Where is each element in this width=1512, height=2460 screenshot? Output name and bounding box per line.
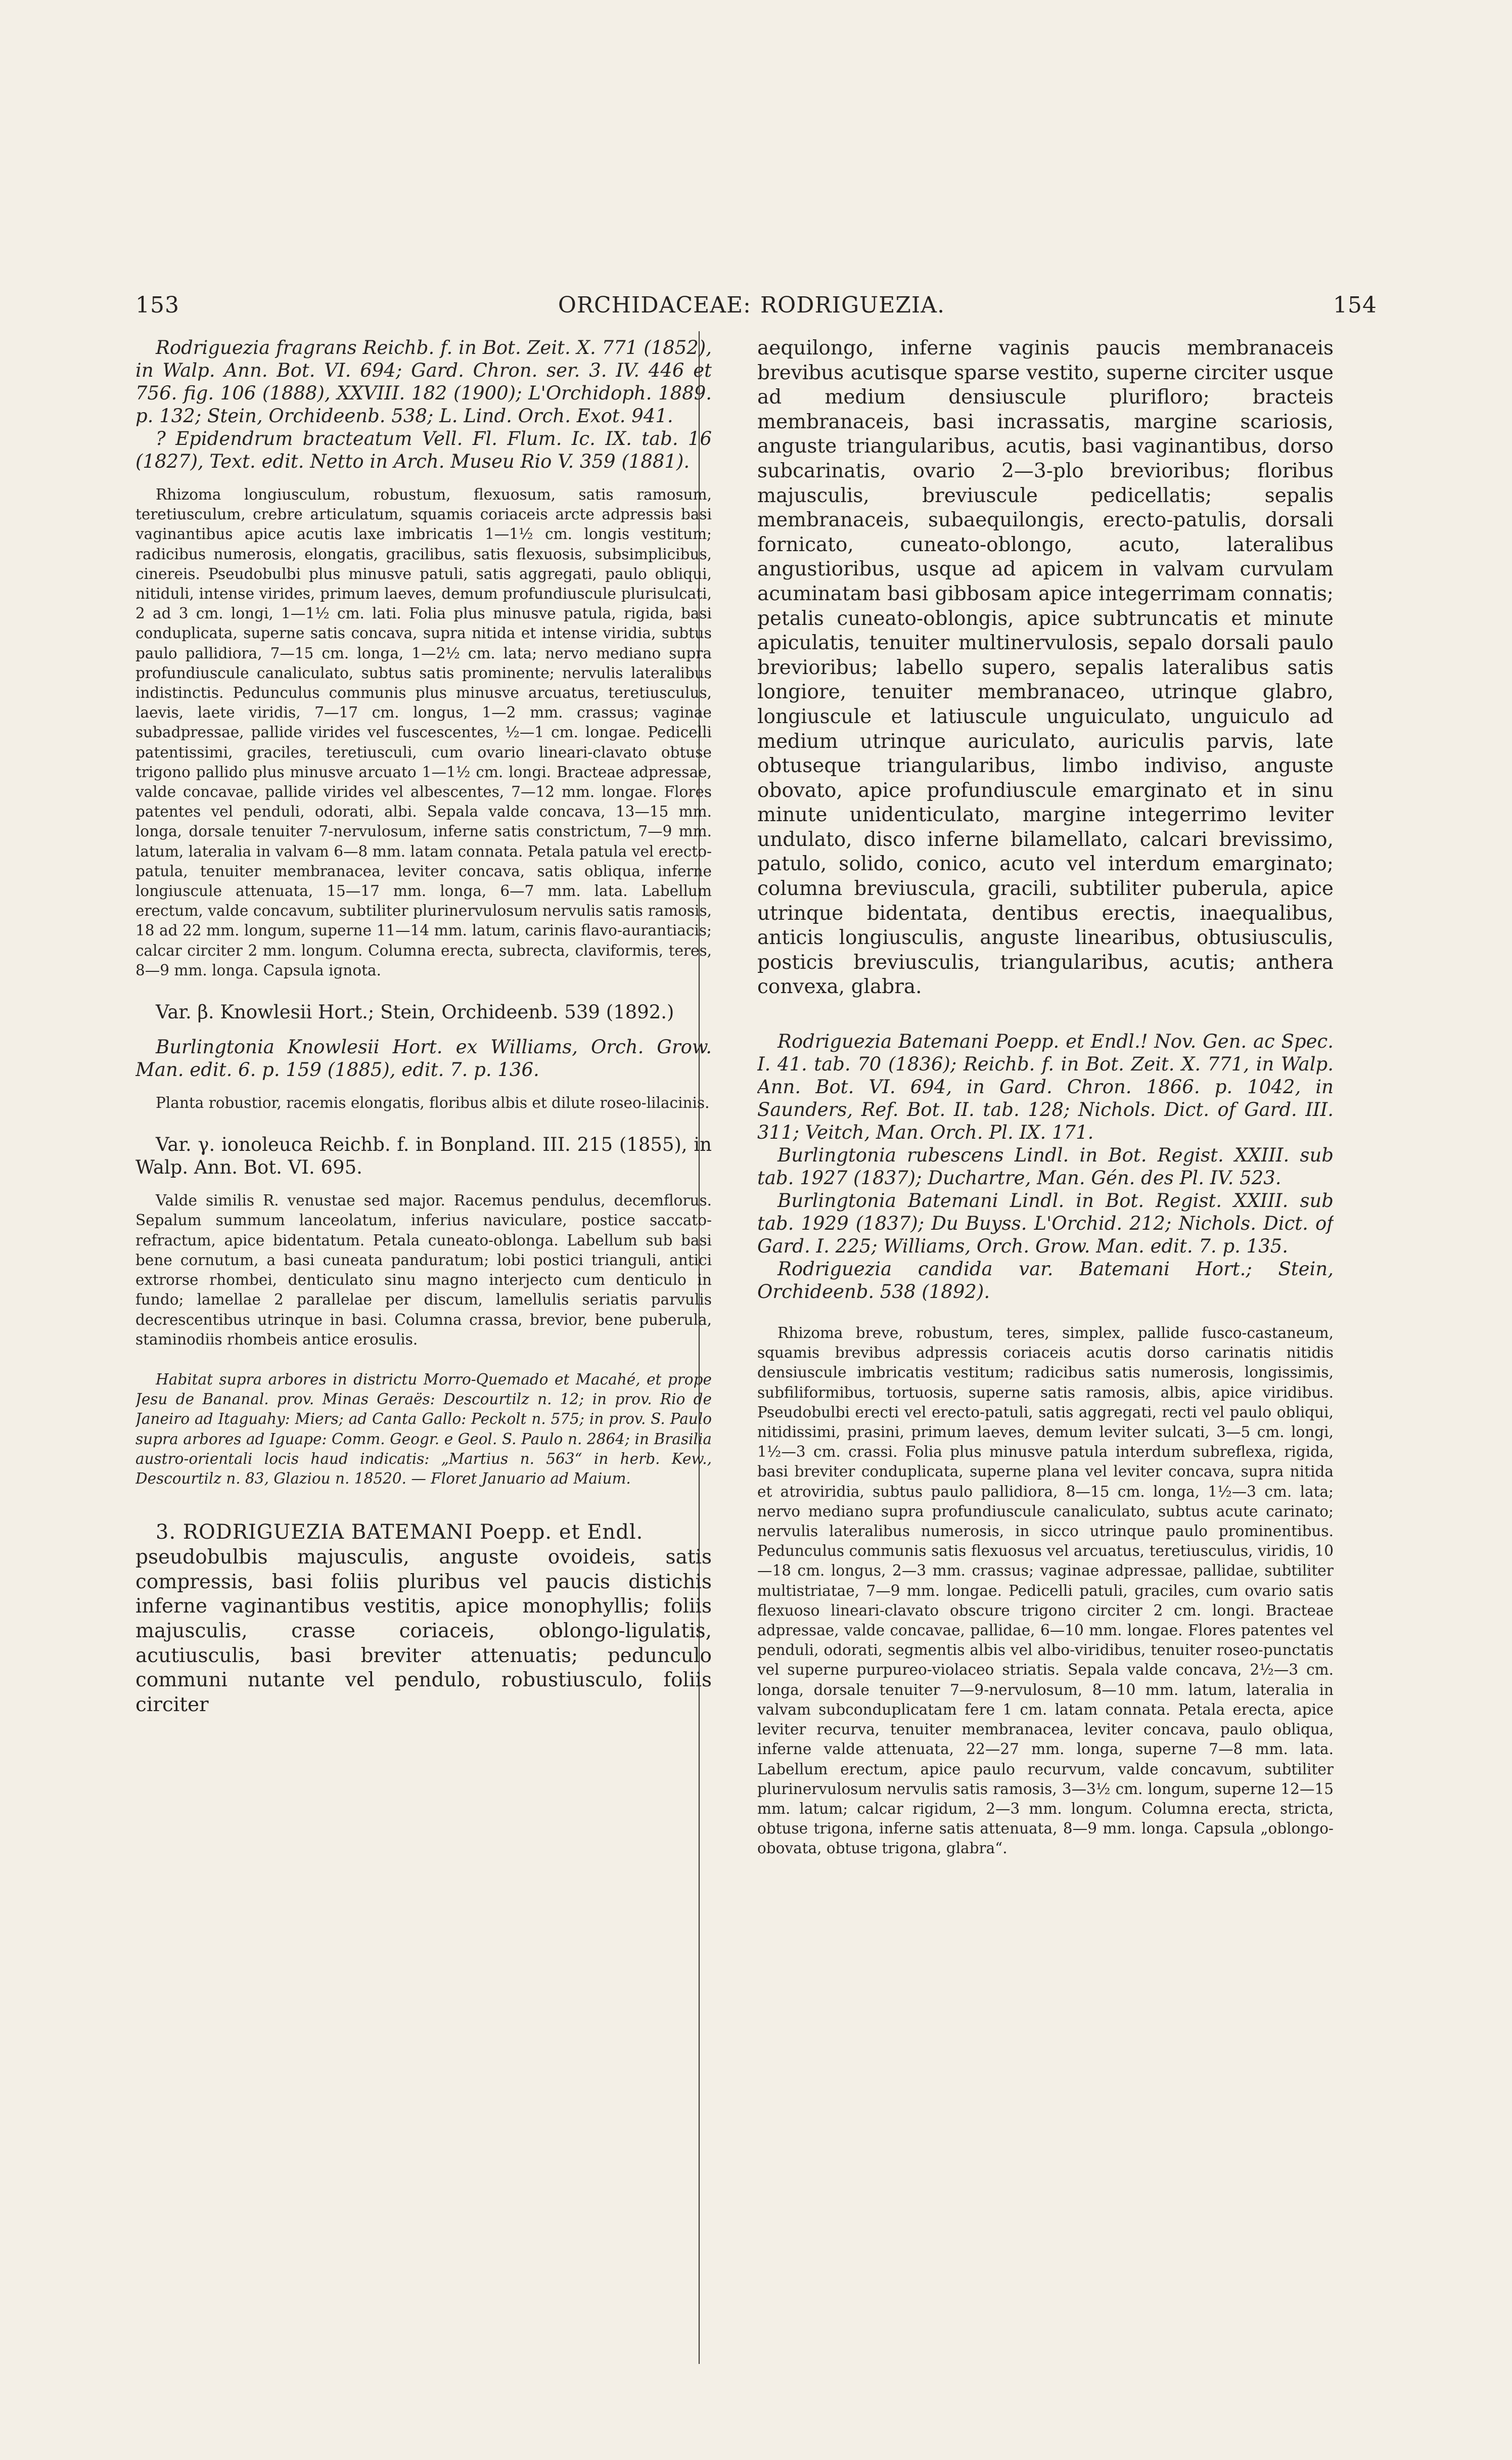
variety-heading: Var. γ. ionoleuca Reichb. f. in Bonpland. III. 215 (1855), in Walp. Ann. Bot. VI. 695. [135,1134,712,1179]
variety-heading: Var. β. Knowlesii Hort.; Stein, Orchideenb. 539 (1892.) [156,1001,674,1023]
synonym-citation: Burlingtonia Batemani Lindl. in Bot. Regist. XXIII. sub tab. 1929 (1837); Du Buyss. L'Orchid. 212; Nichols. Dict. of Gard. I. 225; Williams, Orch. Grow. Man. edit. 7. p. 135. [757,1190,1334,1258]
page-number-left: 153 [135,292,179,318]
species-heading: 3. RODRIGUEZIA BATEMANI Poepp. et Endl. [156,1520,644,1544]
synonym-citation: Rodriguezia candida var. Batemani Hort.; Stein, Orchideenb. 538 (1892). [757,1258,1334,1303]
running-title-right: RODRIGUEZIA. [760,292,945,318]
synonym-citation: Burlingtonia Knowlesii Hort. ex Williams, Orch. Grow. Man. edit. 6. p. 159 (1885), edit. 7. p. 136. [135,1036,712,1081]
habitat-paragraph: Habitat supra arbores in districtu Morro-Quemado et Macahé, et prope Jesu de Bananal. prov. Minas Geraës: Descourtilz n. 12; in prov. Rio de Janeiro ad Itaguahy: Miers; ad Canta Gallo: Peckolt n. 575; in prov. S. Paulo supra arbores ad Iguape: Comm. Geogr. e Geol. S. Paulo n. 2864; in Brasilia austro-orientali locis haud indicatis: „Martius n. 563“ in herb. Kew., Descourtilz n. 83, Glaziou n. 18520. — Floret Januario ad Maium. [135,1370,712,1487]
species-description: Rhizoma longiusculum, robustum, flexuosum, satis ramosum, teretiusculum, crebre articulatum, squamis coriaceis arcte adpressis basi vaginantibus apice acutis laxe imbricatis 1—1½ cm. longis vestitum; radicibus numerosis, elongatis, gracilibus, satis flexuosis, subsimplicibus, cinereis. Pseudobulbi plus minusve patuli, satis aggregati, paulo obliqui, nitiduli, intense virides, primum laeves, demum profundiuscule plurisulcati, 2 ad 3 cm. longi, 1—1½ cm. lati. Folia plus minusve patula, rigida, basi conduplicata, superne satis concava, supra nitida et intense viridia, subtus paulo pallidiora, 7—15 cm. longa, 1—2½ cm. lata; nervo mediano supra profundiuscule canaliculato, subtus satis prominente; nervulis lateralibus indistinctis. Pedunculus communis plus minusve arcuatus, teretiusculus, laevis, laete viridis, 7—17 cm. longus, 1—2 mm. crassus; vaginae subadpressae, pallide virides vel fuscescentes, ½—1 cm. longae. Pedicelli patentissimi, graciles, teretiusculi, cum ovario lineari-clavato obtuse trigono pallido plus minusve arcuato 1—1½ cm. longi. Bracteae adpressae, valde concavae, pallide virides vel albescentes, 7—12 mm. longae. Flores patentes vel penduli, odorati, albi. Sepala valde concava, 13—15 mm. longa, dorsale tenuiter 7-nervulosum, inferne satis constrictum, 7—9 mm. latum, lateralia in valvam 6—8 mm. latam connata. Petala patula vel erecto-patula, tenuiter membranacea, leviter concava, satis obliqua, inferne longiuscule attenuata, 15—17 mm. longa, 6—7 mm. lata. Labellum erectum, valde concavum, subtiliter plurinervulosum nervulis satis ramosis, 18 ad 22 mm. longum, superne 11—14 mm. latum, carinis flavo-aurantiacis; calcar circiter 2 mm. longum. Columna erecta, subrecta, claviformis, teres, 8—9 mm. longa. Capsula ignota. [135,486,712,979]
species-diagnosis-continued: aequilongo, inferne vaginis paucis membranaceis brevibus acutisque sparse vestito, superne circiter usque ad medium densiuscule plurifloro; bracteis membranaceis, basi incrassatis, margine scariosis, anguste triangularibus, acutis, basi vaginantibus, dorso subcarinatis, ovario 2—3-plo brevioribus; floribus majusculis, breviuscule pedicellatis; sepalis membranaceis, subaequilongis, erecto-patulis, dorsali fornicato, cuneato-oblongo, acuto, lateralibus angustioribus, usque ad apicem in valvam curvulam acuminatam basi gibbosam apice integerrimam connatis; petalis cuneato-oblongis, apice subtruncatis et minute apiculatis, tenuiter multinervulosis, sepalo dorsali paulo brevioribus; labello supero, sepalis lateralibus satis longiore, tenuiter membranaceo, utrinque glabro, longiuscule et latiuscule unguiculato, unguiculo ad medium utrinque auriculato, auriculis parvis, late obtuseque triangularibus, limbo indiviso, anguste obovato, apice profundiuscule emarginato et in sinu minute unidenticulato, margine integerrimo leviter undulato, disco inferne bilamellato, calcari brevissimo, patulo, solido, conico, acuto vel interdum emarginato; columna breviuscula, gracili, subtiliter puberula, apice utrinque bidentata, dentibus erectis, inaequalibus, anticis longiusculis, anguste linearibus, obtusiusculis, posticis breviusculis, triangularibus, acutis; anthera convexa, glabra. [757,337,1334,999]
page-header [135,292,1377,333]
synonym-citation: Burlingtonia rubescens Lindl. in Bot. Regist. XXIII. sub tab. 1927 (1837); Duchartre, Man. Gén. des Pl. IV. 523. [757,1144,1334,1189]
synonym-citation: Rodriguezia Batemani Poepp. et Endl.! Nov. Gen. ac Spec. I. 41. tab. 70 (1836); Reichb. f. in Bot. Zeit. X. 771, in Walp. Ann. Bot. VI. 694, in Gard. Chron. 1866. p. 1042, in Saunders, Ref. Bot. II. tab. 128; Nichols. Dict. of Gard. III. 311; Veitch, Man. Orch. Pl. IX. 171. [757,1031,1334,1144]
synonym-citation: ? Epidendrum bracteatum Vell. Fl. Flum. Ic. IX. tab. 16 (1827), Text. edit. Netto in Arch. Museu Rio V. 359 (1881). [135,428,712,472]
species-description: Rhizoma breve, robustum, teres, simplex, pallide fusco-castaneum, squamis brevibus adpressis coriaceis acutis dorso carinatis nitidis densiuscule imbricatis vestitum; radicibus satis numerosis, longissimis, subfiliformibus, tortuosis, superne satis ramosis, albis, apice viridibus. Pseudobulbi erecti vel erecto-patuli, satis aggregati, recti vel paulo obliqui, nitidissimi, prasini, primum laeves, demum leviter sulcati, 3—5 cm. longi, 1½—3 cm. crassi. Folia plus minusve patula interdum subreflexa, rigida, basi breviter conduplicata, superne plana vel leviter concava, supra nitida et atroviridia, subtus paulo pallidiora, 8—15 cm. longa, 1½—3 cm. lata; nervo mediano supra profundiuscule canaliculato, subtus acute carinato; nervulis lateralibus numerosis, in sicco utrinque paulo prominentibus. Pedunculus communis satis flexuosus vel arcuatus, teretiusculus, viridis, 10—18 cm. longus, 2—3 mm. crassus; vaginae adpressae, pallidae, subtiliter multistriatae, 7—9 mm. longae. Pedicelli patuli, graciles, cum ovario satis flexuoso lineari-clavato obscure trigono circiter 2 cm. longi. Bracteae adpressae, valde concavae, pallidae, 6—10 mm. longae. Flores patentes vel penduli, odorati, segmentis albis vel albo-viridibus, tenuiter roseo-punctatis vel superne purpureo-violaceo striatis. Sepala valde concava, 2½—3 cm. longa, dorsale tenuiter 7—9-nervulosum, 8—10 mm. latum, lateralia in valvam subconduplicatam fere 1 cm. latam connata. Petala erecta, apice leviter recurva, tenuiter membranacea, leviter concava, paulo obliqua, inferne valde attenuata, 22—27 mm. longa, superne 7—8 mm. lata. Labellum erectum, apice paulo recurvum, valde concavum, subtiliter plurinervulosum nervulis satis ramosis, 3—3½ cm. longum, superne 12—15 mm. latum; calcar rigidum, 2—3 mm. longum. Columna erecta, stricta, obtuse trigona, inferne satis attenuata, 8—9 mm. longa. Capsula „oblongo-obovata, obtuse trigona, glabra“. [757,1324,1334,1857]
right-column [757,336,1334,2334]
synonym-citation: Rodriguezia fragrans Reichb. f. in Bot. Zeit. X. 771 (1852), in Walp. Ann. Bot. VI. 694; Gard. Chron. ser. 3. IV. 446 et 756. fig. 106 (1888), XXVIII. 182 (1900); L'Orchidoph. 1889. p. 132; Stein, Orchideenb. 538; L. Lind. Orch. Exot. 941. [135,337,712,427]
variety-description: Valde similis R. venustae sed major. Racemus pendulus, decemflorus. Sepalum summum lanceolatum, inferius naviculare, postice saccato-refractum, apice bidentatum. Petala cuneato-oblonga. Labellum sub basi bene cornutum, a basi cuneata panduratum; lobi postici trianguli, antici extrorse rhombei, denticulato sinu magno interjecto cum denticulo in fundo; lamellae 2 parallelae per discum, lamellulis seriatis parvulis decrescentibus utrinque in basi. Columna crassa, brevior, bene puberula, staminodiis rhombeis antice erosulis. [135,1192,712,1348]
species-diagnosis: pseudobulbis majusculis, anguste ovoideis, satis compressis, basi foliis pluribus vel paucis distichis inferne vaginantibus vestitis, apice monophyllis; foliis majusculis, crasse coriaceis, oblongo-ligulatis, acutiusculis, basi breviter attenuatis; pedunculo communi nutante vel pendulo, robustiusculo, foliis circiter [135,1546,712,1716]
variety-description: Planta robustior, racemis elongatis, floribus albis et dilute roseo-lilacinis. [156,1094,710,1112]
running-title-left: ORCHIDACEAE: [558,292,751,318]
left-column [135,336,712,2334]
page-number-right: 154 [1333,292,1377,318]
